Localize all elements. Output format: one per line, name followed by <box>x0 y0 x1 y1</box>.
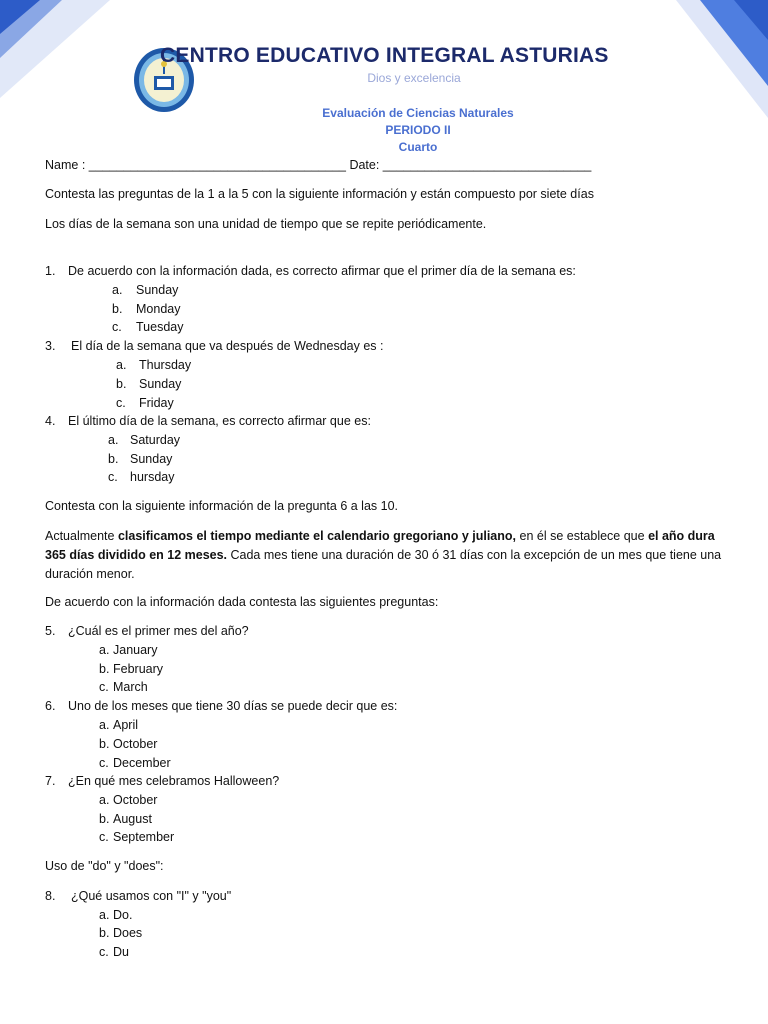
info-1: Los días de la semana son una unidad de tiempo que se repite periódicamente. <box>45 217 487 231</box>
option-letter: a. <box>99 908 110 922</box>
question-number: 5. <box>45 624 56 638</box>
option-text: October <box>113 793 158 807</box>
instruction-2: Contesta con la siguiente información de la pregunta 6 a las 10. <box>45 499 399 513</box>
option-text: Do. <box>113 908 133 922</box>
question-number: 6. <box>45 699 56 713</box>
option-text: December <box>113 756 171 770</box>
calendar-paragraph <box>45 527 725 584</box>
question-number: 3. <box>45 339 56 353</box>
option-text: March <box>113 680 148 694</box>
option-letter: c. <box>116 396 126 410</box>
question-text: Uno de los meses que tiene 30 días se puede decir que es: <box>68 699 398 713</box>
option-text: September <box>113 830 175 844</box>
option-letter: c. <box>99 945 109 959</box>
option-text: Friday <box>139 396 174 410</box>
question-number: 8. <box>45 889 56 903</box>
option-letter: b. <box>99 662 110 676</box>
corner-decoration-left <box>0 0 120 100</box>
option-text: February <box>113 662 164 676</box>
option-letter: b. <box>99 737 110 751</box>
option-text: Saturday <box>130 433 181 447</box>
question-text: ¿En qué mes celebramos Halloween? <box>68 774 280 788</box>
question-text: De acuerdo con la información dada, es correcto afirmar que el primer día de la semana es: <box>68 264 576 278</box>
option-text: Does <box>113 926 143 940</box>
option-text: Tuesday <box>136 320 184 334</box>
school-name: CENTRO EDUCATIVO INTEGRAL ASTURIAS <box>160 44 609 67</box>
question-number: 4. <box>45 414 56 428</box>
option-letter: c. <box>112 320 122 334</box>
option-letter: b. <box>99 926 110 940</box>
option-letter: c. <box>99 756 109 770</box>
option-letter: b. <box>116 377 127 391</box>
question-text: El día de la semana que va después de Wednesday es : <box>71 339 384 353</box>
question-text: ¿Qué usamos con "I" y "you" <box>71 889 232 903</box>
question-text: El último día de la semana, es correcto afirmar que es: <box>68 414 371 428</box>
paragraph-text: Cada mes tiene una duración de 30 ó 31 días con la excepción de un mes que tiene una duración menor. <box>45 548 722 581</box>
option-text: Monday <box>136 302 181 316</box>
option-text: January <box>113 643 158 657</box>
option-text: hursday <box>130 470 175 484</box>
option-letter: b. <box>112 302 123 316</box>
option-letter: a. <box>99 643 110 657</box>
school-motto: Dios y excelencia <box>367 71 461 85</box>
corner-decoration-right <box>648 0 768 120</box>
option-letter: a. <box>108 433 119 447</box>
option-text: April <box>113 718 139 732</box>
option-text: Du <box>113 945 129 959</box>
option-letter: c. <box>108 470 118 484</box>
option-text: Sunday <box>139 377 182 391</box>
option-letter: a. <box>116 358 127 372</box>
grade-label: Cuarto <box>398 140 438 154</box>
paragraph-text: Actualmente <box>45 529 118 543</box>
period-label: PERIODO II <box>385 123 451 137</box>
option-text: Sunday <box>130 452 173 466</box>
paragraph-bold-text: clasificamos el tiempo mediante el calendario gregoriano y juliano, <box>117 529 517 543</box>
question-number: 1. <box>45 264 56 278</box>
question-number: 7. <box>45 774 56 788</box>
option-letter: a. <box>112 283 123 297</box>
paragraph-bold-text: el año dura 365 días dividido en 12 meses. <box>45 529 715 562</box>
instruction-1: Contesta las preguntas de la 1 a la 5 con la siguiente información y están compuesto por siete días <box>45 187 594 201</box>
option-letter: b. <box>108 452 119 466</box>
option-letter: b. <box>99 812 110 826</box>
instruction-3: De acuerdo con la información dada contesta las siguientes preguntas: <box>45 595 439 609</box>
option-letter: c. <box>99 680 109 694</box>
paragraph-text: en él se establece que <box>516 529 649 543</box>
evaluation-title: Evaluación de Ciencias Naturales <box>322 106 514 120</box>
option-letter: a. <box>99 718 110 732</box>
option-text: Thursday <box>139 358 192 372</box>
name-date-line: Name : _____________________________________ Date: ______________________________ <box>45 158 592 172</box>
option-text: August <box>113 812 152 826</box>
option-letter: a. <box>99 793 110 807</box>
question-text: ¿Cuál es el primer mes del año? <box>68 624 249 638</box>
option-text: Sunday <box>136 283 179 297</box>
do-does-heading: Uso de "do" y "does": <box>45 859 164 873</box>
option-text: October <box>113 737 158 751</box>
option-letter: c. <box>99 830 109 844</box>
